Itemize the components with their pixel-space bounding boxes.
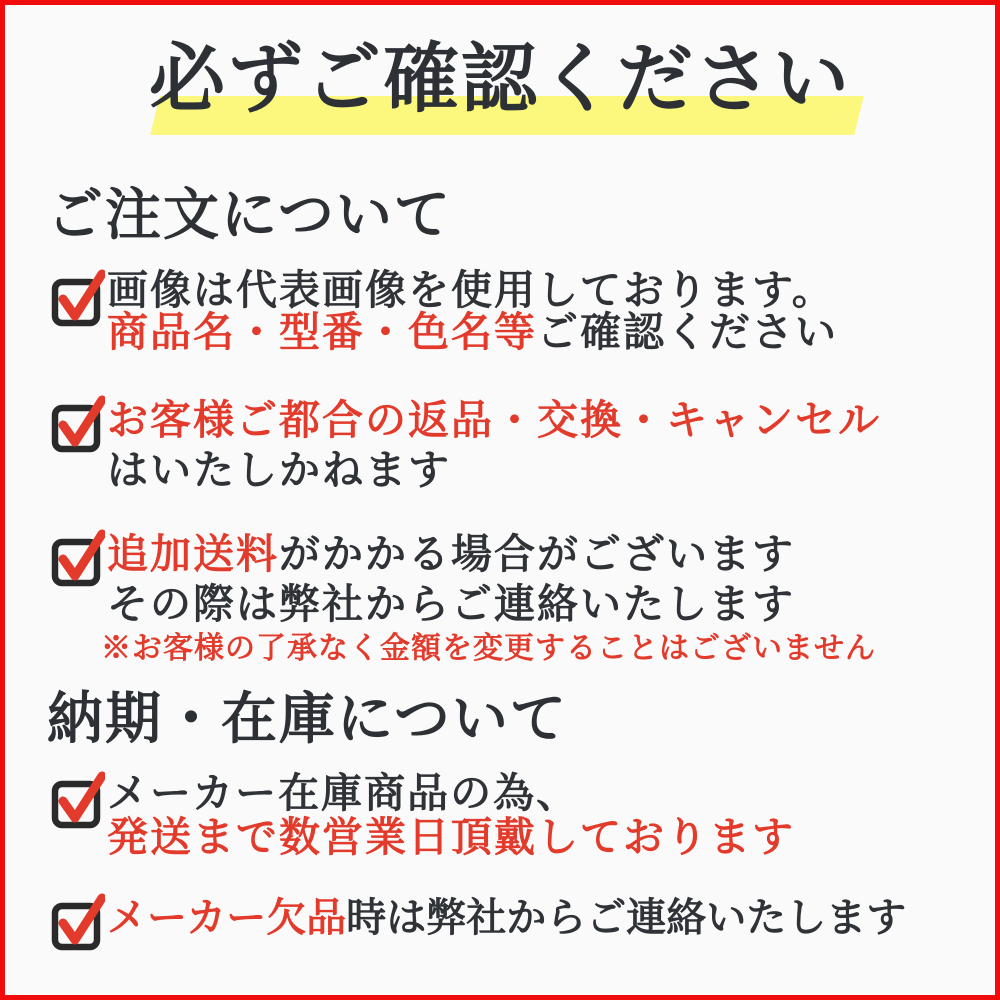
item-text [107, 269, 838, 353]
body-text: その際は弊社からご連絡いたします [107, 581, 795, 627]
checkbox-checked-icon [51, 269, 105, 327]
checklist-item-maker-shortage [51, 893, 906, 943]
footnote-text: ※お客様の了承なく金額を変更することはございません [101, 632, 876, 665]
body-text: はいたしかねます [107, 447, 451, 493]
emphasis-text: お客様ご都合の返品・交換・キャンセル [107, 397, 881, 443]
checkbox-checked-icon [51, 529, 105, 587]
checkbox-checked-icon [51, 771, 105, 829]
notice-line [107, 269, 838, 311]
item-text [107, 771, 795, 859]
checklist-item-extra-shipping [51, 529, 876, 667]
notice-line [107, 893, 906, 943]
section-heading-stock: 納期・在庫について [47, 689, 568, 751]
body-text: 時は弊社からご連絡いたします [346, 895, 907, 940]
checklist-item-maker-stock [51, 771, 795, 859]
emphasis-text: 追加送料 [107, 531, 279, 577]
checklist-item-no-returns [51, 395, 881, 495]
checklist-item-representative-image [51, 269, 838, 353]
notice-line [107, 395, 881, 445]
notice-line [107, 579, 876, 629]
body-text: 画像は代表画像を使用しております。 [107, 267, 835, 313]
checkbox-checked-icon [51, 395, 105, 453]
emphasis-text: 商品名・型番・色名等 [107, 309, 537, 355]
item-text [107, 395, 881, 495]
item-text [107, 893, 906, 943]
section-heading-order: ご注文について [47, 185, 452, 247]
body-text: がかかる場合がございます [279, 531, 795, 577]
body-text: ご確認ください [537, 309, 838, 355]
notice-footnote [101, 631, 876, 667]
notice-line [107, 815, 795, 859]
notice-line [107, 311, 838, 353]
checkbox-checked-icon [51, 893, 105, 951]
page-title: 必ずご確認ください [149, 38, 851, 122]
notice-line [107, 771, 795, 815]
notice-line [107, 529, 876, 579]
body-text: メーカー在庫商品の為、 [107, 770, 580, 816]
notice-line [107, 445, 881, 495]
emphasis-text: メーカー欠品 [107, 895, 347, 940]
item-text [101, 529, 876, 667]
emphasis-text: 発送まで数営業日頂戴しております [107, 814, 795, 860]
